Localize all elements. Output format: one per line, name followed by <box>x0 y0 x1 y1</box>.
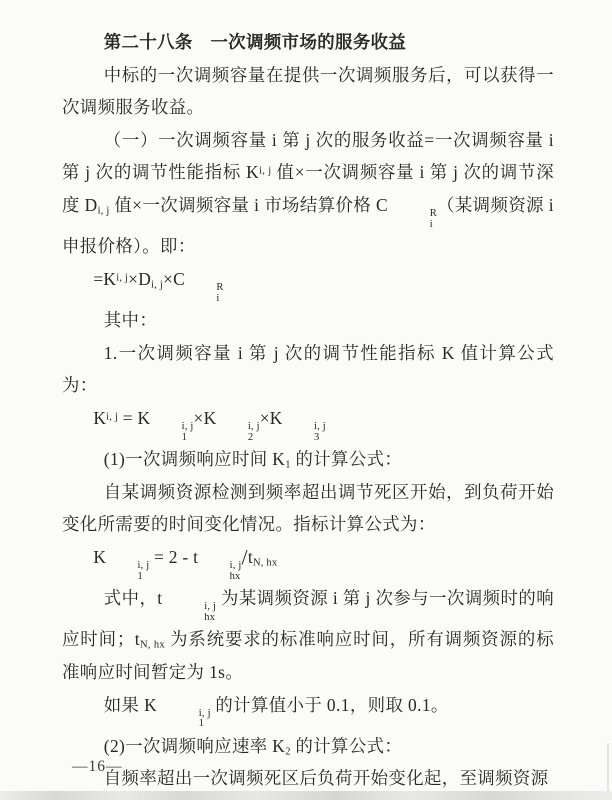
text-run: ×K <box>193 407 217 428</box>
superscript: i, j <box>181 421 194 433</box>
text-run: （某调频资源 i 申报价格）。即： <box>62 194 555 257</box>
subscript: 2 <box>285 746 291 758</box>
text-run: t <box>247 546 253 567</box>
superscript: R <box>429 208 437 220</box>
text-run: 的计算公式： <box>290 449 403 470</box>
text-run: 自频率超出一次调频死区后负荷开始变化起，至调频资源 <box>103 768 549 789</box>
paragraph <box>62 443 554 476</box>
document-body <box>62 26 554 795</box>
superscript: i, j <box>198 707 211 719</box>
paragraph <box>62 59 554 124</box>
formula-line <box>62 402 554 443</box>
section-heading <box>62 26 554 59</box>
subscript: 2 <box>247 431 254 443</box>
text-run: 为系统要求的标准响应时间，所有调频资源的标准响应时间暂定为 1s。 <box>62 629 554 682</box>
superscript: i, j <box>137 560 150 572</box>
text-run: ×K <box>259 407 283 428</box>
subscript: hx <box>204 611 216 623</box>
text-run: 自某调频资源检测到频率超出调节死区开始，到负荷开始变化所需要的时间变化情况。指标计算公式为： <box>62 481 554 535</box>
text-run: 1.一次调频容量 i 第 j 次的调节性能指标 K 值计算公式为： <box>62 342 554 396</box>
subscript: 1 <box>285 459 291 471</box>
paragraph <box>62 124 554 263</box>
formula-line <box>62 541 554 582</box>
text-run: 如果 K <box>103 694 158 715</box>
text-run: 值×一次调频容量 i 市场结算价格 C <box>109 194 388 215</box>
sup-sub-stack <box>185 283 224 304</box>
superscript: i, j <box>259 165 272 177</box>
superscript: i, j <box>247 421 260 433</box>
subscript: i, j <box>151 279 164 291</box>
text-run: =K <box>93 268 117 289</box>
superscript: i, j <box>229 560 242 572</box>
sup-sub-stack <box>163 602 217 623</box>
text-run: ×C <box>163 268 186 289</box>
fraction-slash: / <box>241 545 248 570</box>
superscript: i, j <box>313 421 326 433</box>
paragraph <box>62 582 554 688</box>
subscript: 1 <box>181 431 188 443</box>
text-run: K <box>93 546 107 567</box>
page-number: —16— <box>72 758 123 775</box>
sup-sub-stack <box>283 422 326 443</box>
text-run: (1)一次调频响应时间 K <box>103 449 286 470</box>
superscript: i, j <box>204 601 217 613</box>
page-right-edge <box>607 743 609 791</box>
sup-sub-stack <box>157 709 211 730</box>
sup-sub-stack <box>198 561 241 582</box>
subscript: 3 <box>313 431 320 443</box>
text-run: (2)一次调频响应速率 K <box>103 735 286 756</box>
subscript: N, hx <box>139 640 165 651</box>
text-run: 的计算公式： <box>290 735 403 756</box>
superscript: i, j <box>116 272 129 284</box>
sup-sub-stack <box>150 422 193 443</box>
paragraph <box>62 730 554 763</box>
text-run: ×D <box>128 268 152 289</box>
sup-sub-stack <box>217 422 260 443</box>
text-run: = K <box>118 407 151 428</box>
next-page-edge-shadow <box>0 791 612 800</box>
text-run: （一）一次调频容量 i 第 j 次的服务收益=一次调频容量 i 第 j 次的调节性能指标 K <box>62 129 554 183</box>
subscript: 1 <box>198 718 205 730</box>
paragraph <box>62 304 554 337</box>
text-run: 中标的一次调频容量在提供一次调频服务后，可以获得一次调频服务收益。 <box>62 64 554 118</box>
superscript: R <box>216 282 224 294</box>
paragraph <box>62 337 554 402</box>
subscript: i, j <box>97 205 110 217</box>
bold-text-run: 第二十八条 一次调频市场的服务收益 <box>103 32 407 52</box>
paragraph <box>62 689 554 730</box>
text-run: 为某调频资源 i 第 j 次参与一次调频时的响应时间；t <box>62 588 554 650</box>
paragraph <box>62 476 554 541</box>
sup-sub-stack <box>388 209 437 230</box>
subscript: i <box>216 292 220 304</box>
subscript: N, hx <box>252 557 278 569</box>
text-run: 其中： <box>103 310 158 331</box>
formula-line <box>62 263 554 304</box>
text-run: 式中，t <box>103 588 163 609</box>
text-run: = 2 - t <box>149 546 199 567</box>
superscript: i, j <box>106 411 119 423</box>
subscript: hx <box>229 570 241 582</box>
sup-sub-stack <box>106 561 149 582</box>
subscript: i <box>429 218 433 230</box>
text-run: K <box>93 407 107 428</box>
text-run: 的计算值小于 0.1，则取 0.1。 <box>210 694 449 715</box>
subscript: 1 <box>137 570 143 582</box>
text-run: 值×一次调频容量 i 第 j 次的调节深度 D <box>62 162 554 215</box>
